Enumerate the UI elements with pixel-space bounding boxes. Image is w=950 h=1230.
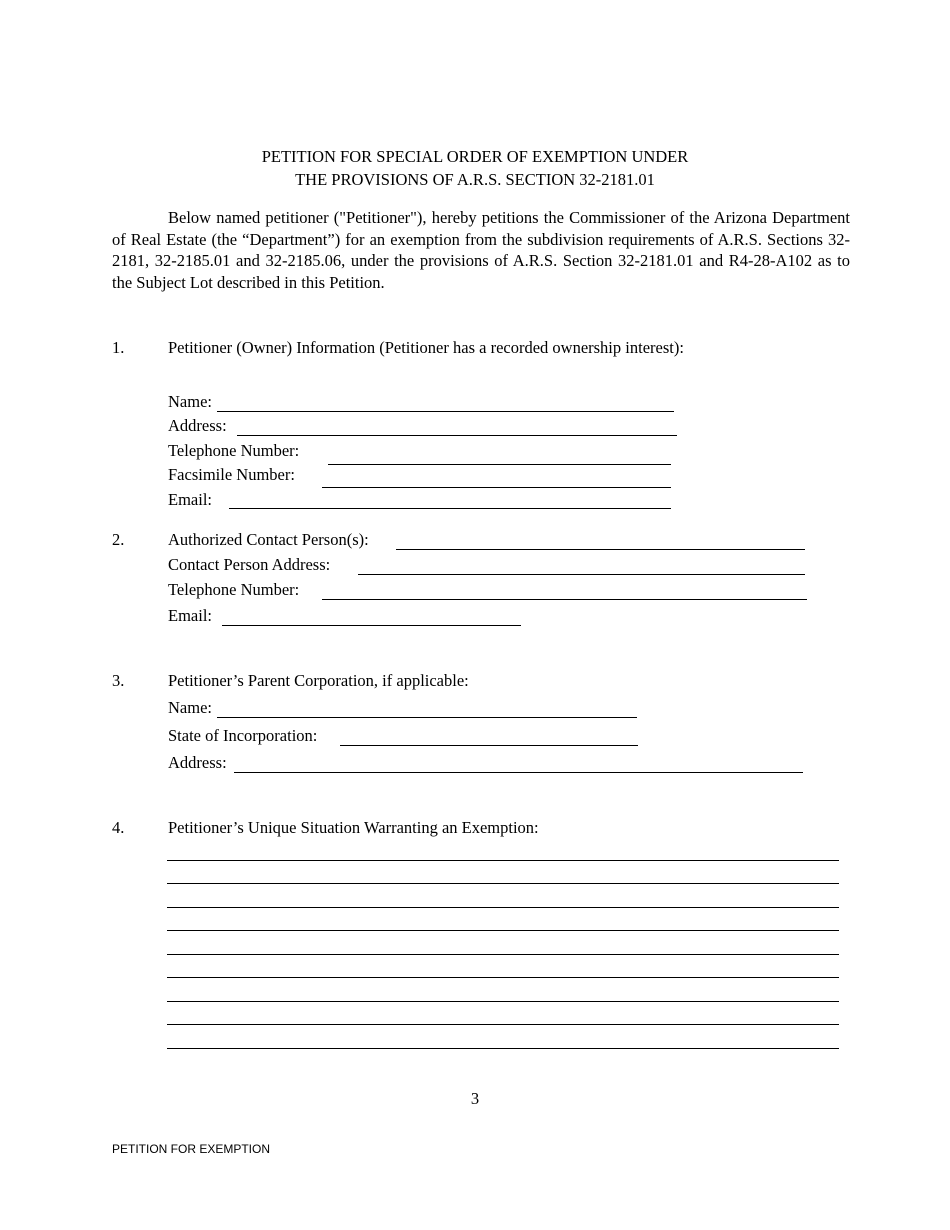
exemption-reason-line[interactable] bbox=[167, 954, 839, 955]
section-4-heading: Petitioner’s Unique Situation Warranting an Exemption: bbox=[168, 818, 539, 837]
exemption-reason-line[interactable] bbox=[167, 930, 839, 931]
document-title-line-2: THE PROVISIONS OF A.R.S. SECTION 32-2181.01 bbox=[295, 170, 655, 189]
owner-name-field[interactable] bbox=[217, 411, 674, 412]
owner-address-label: Address: bbox=[168, 416, 227, 435]
document-title-line-1: PETITION FOR SPECIAL ORDER OF EXEMPTION UNDER bbox=[261, 147, 689, 166]
contact-address-label: Contact Person Address: bbox=[168, 555, 331, 574]
parent-state-label: State of Incorporation: bbox=[168, 726, 318, 745]
contact-telephone-field[interactable] bbox=[322, 599, 807, 600]
section-1-heading: Petitioner (Owner) Information (Petitioner has a recorded ownership interest): bbox=[168, 338, 684, 357]
owner-telephone-field[interactable] bbox=[328, 464, 671, 465]
contact-address-field[interactable] bbox=[358, 574, 805, 575]
parent-name-field[interactable] bbox=[217, 717, 637, 718]
exemption-reason-line[interactable] bbox=[167, 1001, 839, 1002]
parent-address-field[interactable] bbox=[234, 772, 803, 773]
contact-email-field[interactable] bbox=[222, 625, 521, 626]
section-1-number: 1. bbox=[112, 338, 125, 357]
parent-address-label: Address: bbox=[168, 753, 227, 772]
intro-paragraph: Below named petitioner ("Petitioner"), hereby petitions the Commissioner of the Arizona Department of Real Estate (the “Department”) for an exemption from the subdivision requirements of A.R.S. Sections 32-2181, 32-2185.01 and 32-2185.06, under the provisions of A.R.S. Section 32-2181.01 and R4-28-A102 as to the Subject Lot described in this Petition. bbox=[112, 208, 850, 292]
contact-person-label: Authorized Contact Person(s): bbox=[168, 530, 369, 549]
owner-email-label: Email: bbox=[168, 490, 212, 509]
footer-text: PETITION FOR EXEMPTION bbox=[112, 1142, 271, 1156]
parent-state-field[interactable] bbox=[340, 745, 638, 746]
exemption-reason-line[interactable] bbox=[167, 907, 839, 908]
contact-person-field[interactable] bbox=[396, 549, 805, 550]
owner-address-field[interactable] bbox=[237, 435, 677, 436]
exemption-reason-line[interactable] bbox=[167, 883, 839, 884]
owner-facsimile-label: Facsimile Number: bbox=[168, 465, 295, 484]
exemption-reason-line[interactable] bbox=[167, 1024, 839, 1025]
parent-name-label: Name: bbox=[168, 698, 212, 717]
exemption-reason-line[interactable] bbox=[167, 860, 839, 861]
contact-email-label: Email: bbox=[168, 606, 212, 625]
section-3-heading: Petitioner’s Parent Corporation, if applicable: bbox=[168, 671, 469, 690]
owner-email-field[interactable] bbox=[229, 508, 671, 509]
contact-telephone-label: Telephone Number: bbox=[168, 580, 300, 599]
section-4-number: 4. bbox=[112, 818, 125, 837]
page-number: 3 bbox=[470, 1089, 480, 1108]
owner-telephone-label: Telephone Number: bbox=[168, 441, 300, 460]
section-2-number: 2. bbox=[112, 530, 125, 549]
section-3-number: 3. bbox=[112, 671, 125, 690]
owner-name-label: Name: bbox=[168, 392, 212, 411]
exemption-reason-line[interactable] bbox=[167, 1048, 839, 1049]
exemption-reason-line[interactable] bbox=[167, 977, 839, 978]
owner-facsimile-field[interactable] bbox=[322, 487, 671, 488]
